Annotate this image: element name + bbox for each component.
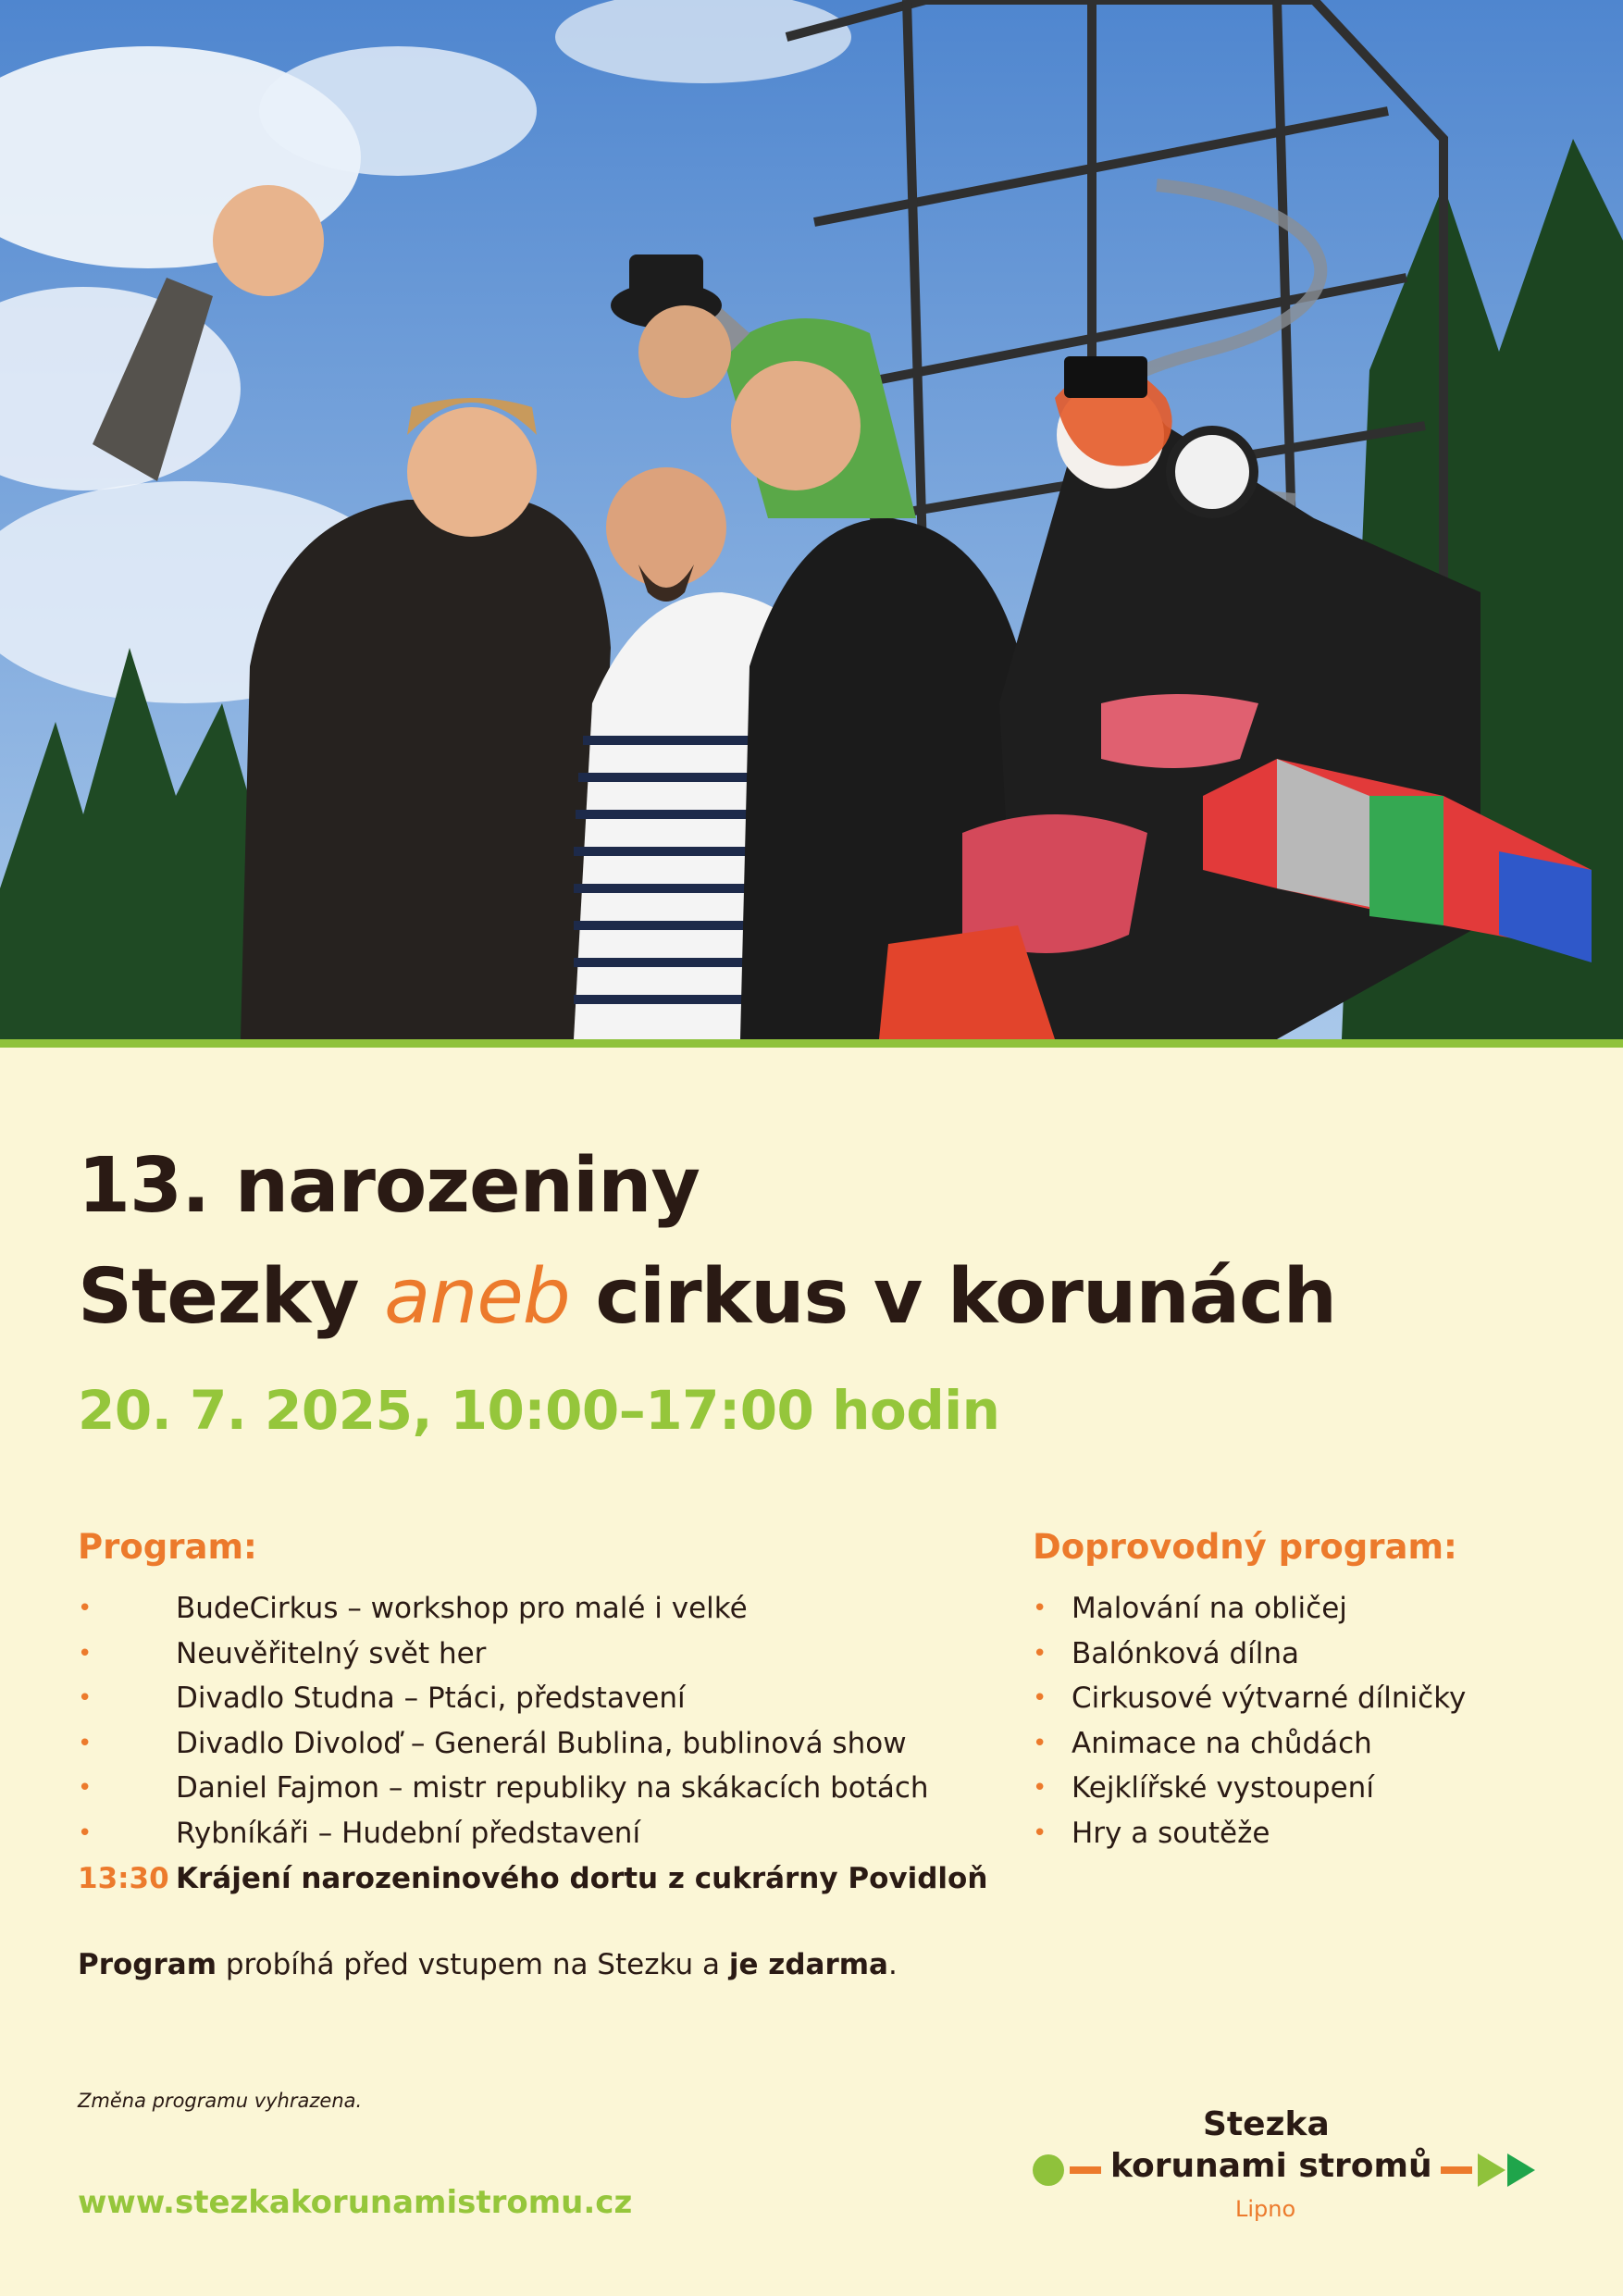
bullet-icon: •	[1033, 1774, 1047, 1802]
logo-line1: Stezka	[1203, 2105, 1330, 2143]
divider-line	[0, 1039, 1623, 1048]
list-item: • BudeCirkus – workshop pro malé i velké	[78, 1586, 966, 1632]
list-item: • Balónková dílna	[1033, 1632, 1551, 1677]
list-item: • Divadlo Studna – Ptáci, představení	[78, 1676, 966, 1721]
list-item: • Hry a soutěže	[1033, 1811, 1551, 1856]
list-item: • Animace na chůdách	[1033, 1721, 1551, 1767]
program-time-text: Krájení narozeninového dortu z cukrárny Povidloň	[176, 1862, 988, 1895]
bullet-icon: •	[78, 1818, 93, 1847]
event-date: 20. 7. 2025, 10:00–17:00 hodin	[78, 1379, 1000, 1442]
title-line2-a: Stezky	[78, 1253, 385, 1341]
list-item: • Kejklířské vystoupení	[1033, 1766, 1551, 1811]
logo-line2: korunami stromů	[1110, 2147, 1432, 2185]
double-arrow-icon	[1478, 2153, 1539, 2187]
program-heading: Program:	[78, 1527, 257, 1567]
brand-logo	[1027, 2105, 1545, 2222]
list-item: • Malování na obličej	[1033, 1586, 1551, 1632]
bullet-icon: •	[1033, 1595, 1047, 1622]
change-disclaimer: Změna programu vyhrazena.	[78, 2090, 363, 2112]
bullet-icon: •	[1033, 1818, 1047, 1847]
bullet-icon: •	[78, 1595, 93, 1622]
program-list	[78, 1586, 966, 1855]
logo-line3: Lipno	[1235, 2196, 1296, 2222]
list-item: • Neuvěřitelný svět her	[78, 1632, 966, 1677]
logo-dot-icon	[1033, 2154, 1064, 2186]
bullet-icon: •	[78, 1729, 93, 1757]
bullet-icon: •	[78, 1639, 93, 1668]
free-entry-note: Program probíhá před vstupem na Stezku a je zdarma.	[78, 1948, 898, 1981]
list-item: • Rybníkáři – Hudební představení	[78, 1811, 966, 1856]
list-item: • Daniel Fajmon – mistr republiky na skákacích botách	[78, 1766, 966, 1811]
page-title	[78, 1131, 1336, 1353]
bullet-icon: •	[1033, 1684, 1047, 1712]
bullet-icon: •	[1033, 1639, 1047, 1668]
logo-dash-icon	[1070, 2166, 1101, 2174]
website-link[interactable]: www.stezkakorunamistromu.cz	[78, 2184, 633, 2221]
bullet-icon: •	[1033, 1729, 1047, 1757]
list-item: • Cirkusové výtvarné dílničky	[1033, 1676, 1551, 1721]
bullet-icon: •	[78, 1684, 93, 1712]
title-line2-b: cirkus v korunách	[569, 1253, 1337, 1341]
side-program-list	[1033, 1586, 1551, 1855]
side-program-heading: Doprovodný program:	[1033, 1527, 1457, 1567]
bullet-icon: •	[78, 1774, 93, 1802]
program-time: 13:30	[78, 1862, 169, 1895]
list-item: • Divadlo Divoloď – Generál Bublina, bublinová show	[78, 1721, 966, 1767]
logo-dash-icon	[1441, 2166, 1472, 2174]
title-line2-emphasis: aneb	[384, 1253, 570, 1341]
hero-photo	[0, 0, 1623, 1039]
title-line1: 13. narozeniny	[78, 1142, 700, 1230]
